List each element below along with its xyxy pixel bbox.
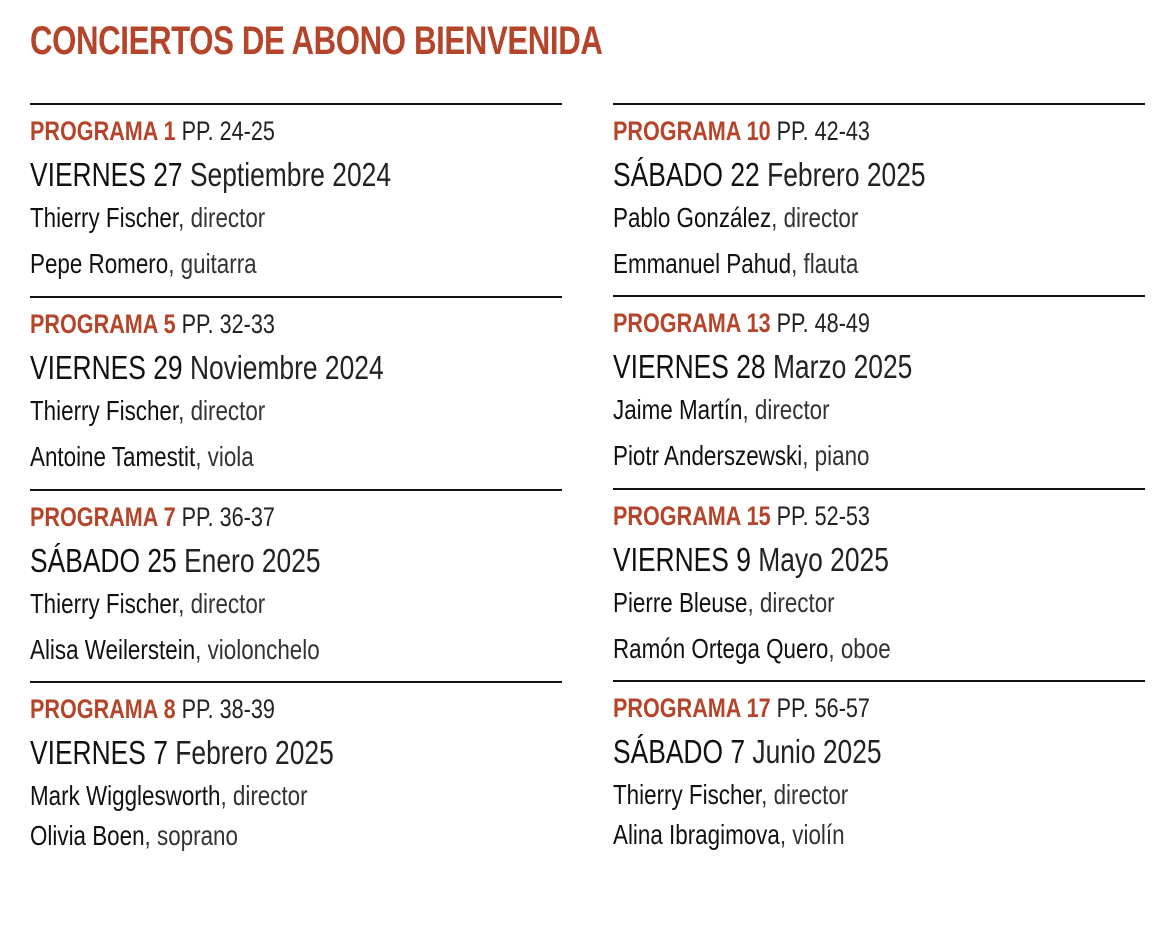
performer-role: , piano [802,440,870,471]
performer-line [30,633,320,667]
performer-line [30,779,308,813]
program-number: PROGRAMA 7 [30,502,176,532]
performer-line [613,393,830,427]
program-block [613,680,1145,872]
program-pages: PP. 48-49 [776,308,870,338]
performer-role: , director [761,779,849,810]
program-header [613,307,870,339]
concert-month-year: Noviembre 2024 [189,349,384,386]
program-pages: PP. 52-53 [776,501,870,531]
performer-name: Pierre Bleuse [613,587,748,618]
performer-name: Alisa Weilerstein [30,634,196,665]
performer-role: , flauta [791,248,859,279]
concert-day: VIERNES 28 [613,348,766,385]
performer-name: Mark Wigglesworth [30,780,221,811]
performer-name: Ramón Ortega Quero [613,633,829,664]
program-header [613,115,870,147]
program-pages: PP. 56-57 [776,693,870,723]
program-number: PROGRAMA 1 [30,116,176,146]
performer-role: , director [771,202,859,233]
performer-role: , oboe [828,633,891,664]
program-header [613,500,870,532]
performer-name: Jaime Martín [613,394,743,425]
concert-day: SÁBADO 7 [613,733,746,770]
concert-month-year: Marzo 2025 [772,348,913,385]
performer-role: , director [742,394,830,425]
program-number: PROGRAMA 17 [613,693,771,723]
performer-line [613,439,870,473]
concert-month-year: Enero 2025 [184,542,321,579]
concert-month-year: Febrero 2025 [175,734,334,771]
concert-date [30,348,384,388]
performer-line [30,394,265,428]
program-number: PROGRAMA 13 [613,308,771,338]
performer-role: , violín [779,819,845,850]
performer-role: , viola [195,441,254,472]
program-pages: PP. 42-43 [776,116,870,146]
performer-name: Thierry Fischer [30,395,179,426]
program-number: PROGRAMA 8 [30,694,176,724]
performer-role: , director [178,202,266,233]
performer-line [30,819,238,853]
program-block [613,295,1145,487]
concert-date [613,347,912,387]
performer-line [613,201,858,235]
page-title: CONCIERTOS DE ABONO BIENVENIDA [30,19,603,63]
program-number: PROGRAMA 15 [613,501,771,531]
concert-date [30,155,391,195]
concert-day: VIERNES 27 [30,156,183,193]
performer-name: Pepe Romero [30,248,169,279]
concert-day: VIERNES 7 [30,734,168,771]
program-header [30,115,275,147]
concert-date [30,541,321,581]
program-header [613,692,870,724]
performer-name: Thierry Fischer [30,588,179,619]
program-header [30,693,275,725]
performer-name: Thierry Fischer [613,779,762,810]
performer-role: , soprano [144,820,238,851]
program-header [30,308,275,340]
program-block [613,103,1145,295]
performer-line [30,587,265,621]
performer-name: Alina Ibragimova [613,819,780,850]
performer-role: , director [178,395,266,426]
program-block [30,489,562,681]
program-header [30,501,275,533]
performer-role: , director [178,588,266,619]
program-block [30,296,562,488]
concert-date [613,732,882,772]
concert-month-year: Septiembre 2024 [189,156,392,193]
concert-month-year: Junio 2025 [752,733,882,770]
performer-name: Thierry Fischer [30,202,179,233]
concert-date [613,155,926,195]
concert-day: VIERNES 9 [613,541,751,578]
program-block [30,681,562,873]
program-pages: PP. 36-37 [181,502,275,532]
performer-role: , violonchelo [195,634,320,665]
performer-line [30,201,265,235]
concert-month-year: Mayo 2025 [758,541,889,578]
program-pages: PP. 38-39 [181,694,275,724]
program-number: PROGRAMA 5 [30,309,176,339]
performer-line [613,586,835,620]
performer-line [30,440,254,474]
performer-line [30,247,257,281]
performer-line [613,778,848,812]
concert-month-year: Febrero 2025 [767,156,926,193]
performer-name: Olivia Boen [30,820,145,851]
performer-line [613,632,891,666]
performer-role: , guitarra [168,248,257,279]
program-pages: PP. 32-33 [181,309,275,339]
concert-date [613,540,889,580]
performer-name: Pablo González [613,202,772,233]
program-number: PROGRAMA 10 [613,116,771,146]
performer-role: , director [220,780,308,811]
performer-line [613,247,858,281]
performer-name: Emmanuel Pahud [613,248,792,279]
concert-day: SÁBADO 22 [613,156,760,193]
performer-name: Antoine Tamestit [30,441,196,472]
program-block [30,103,562,295]
concert-day: VIERNES 29 [30,349,183,386]
program-block [613,488,1145,680]
performer-line [613,818,845,852]
concert-day: SÁBADO 25 [30,542,177,579]
program-pages: PP. 24-25 [181,116,275,146]
concert-date [30,733,334,773]
performer-name: Piotr Anderszewski [613,440,803,471]
performer-role: , director [747,587,835,618]
